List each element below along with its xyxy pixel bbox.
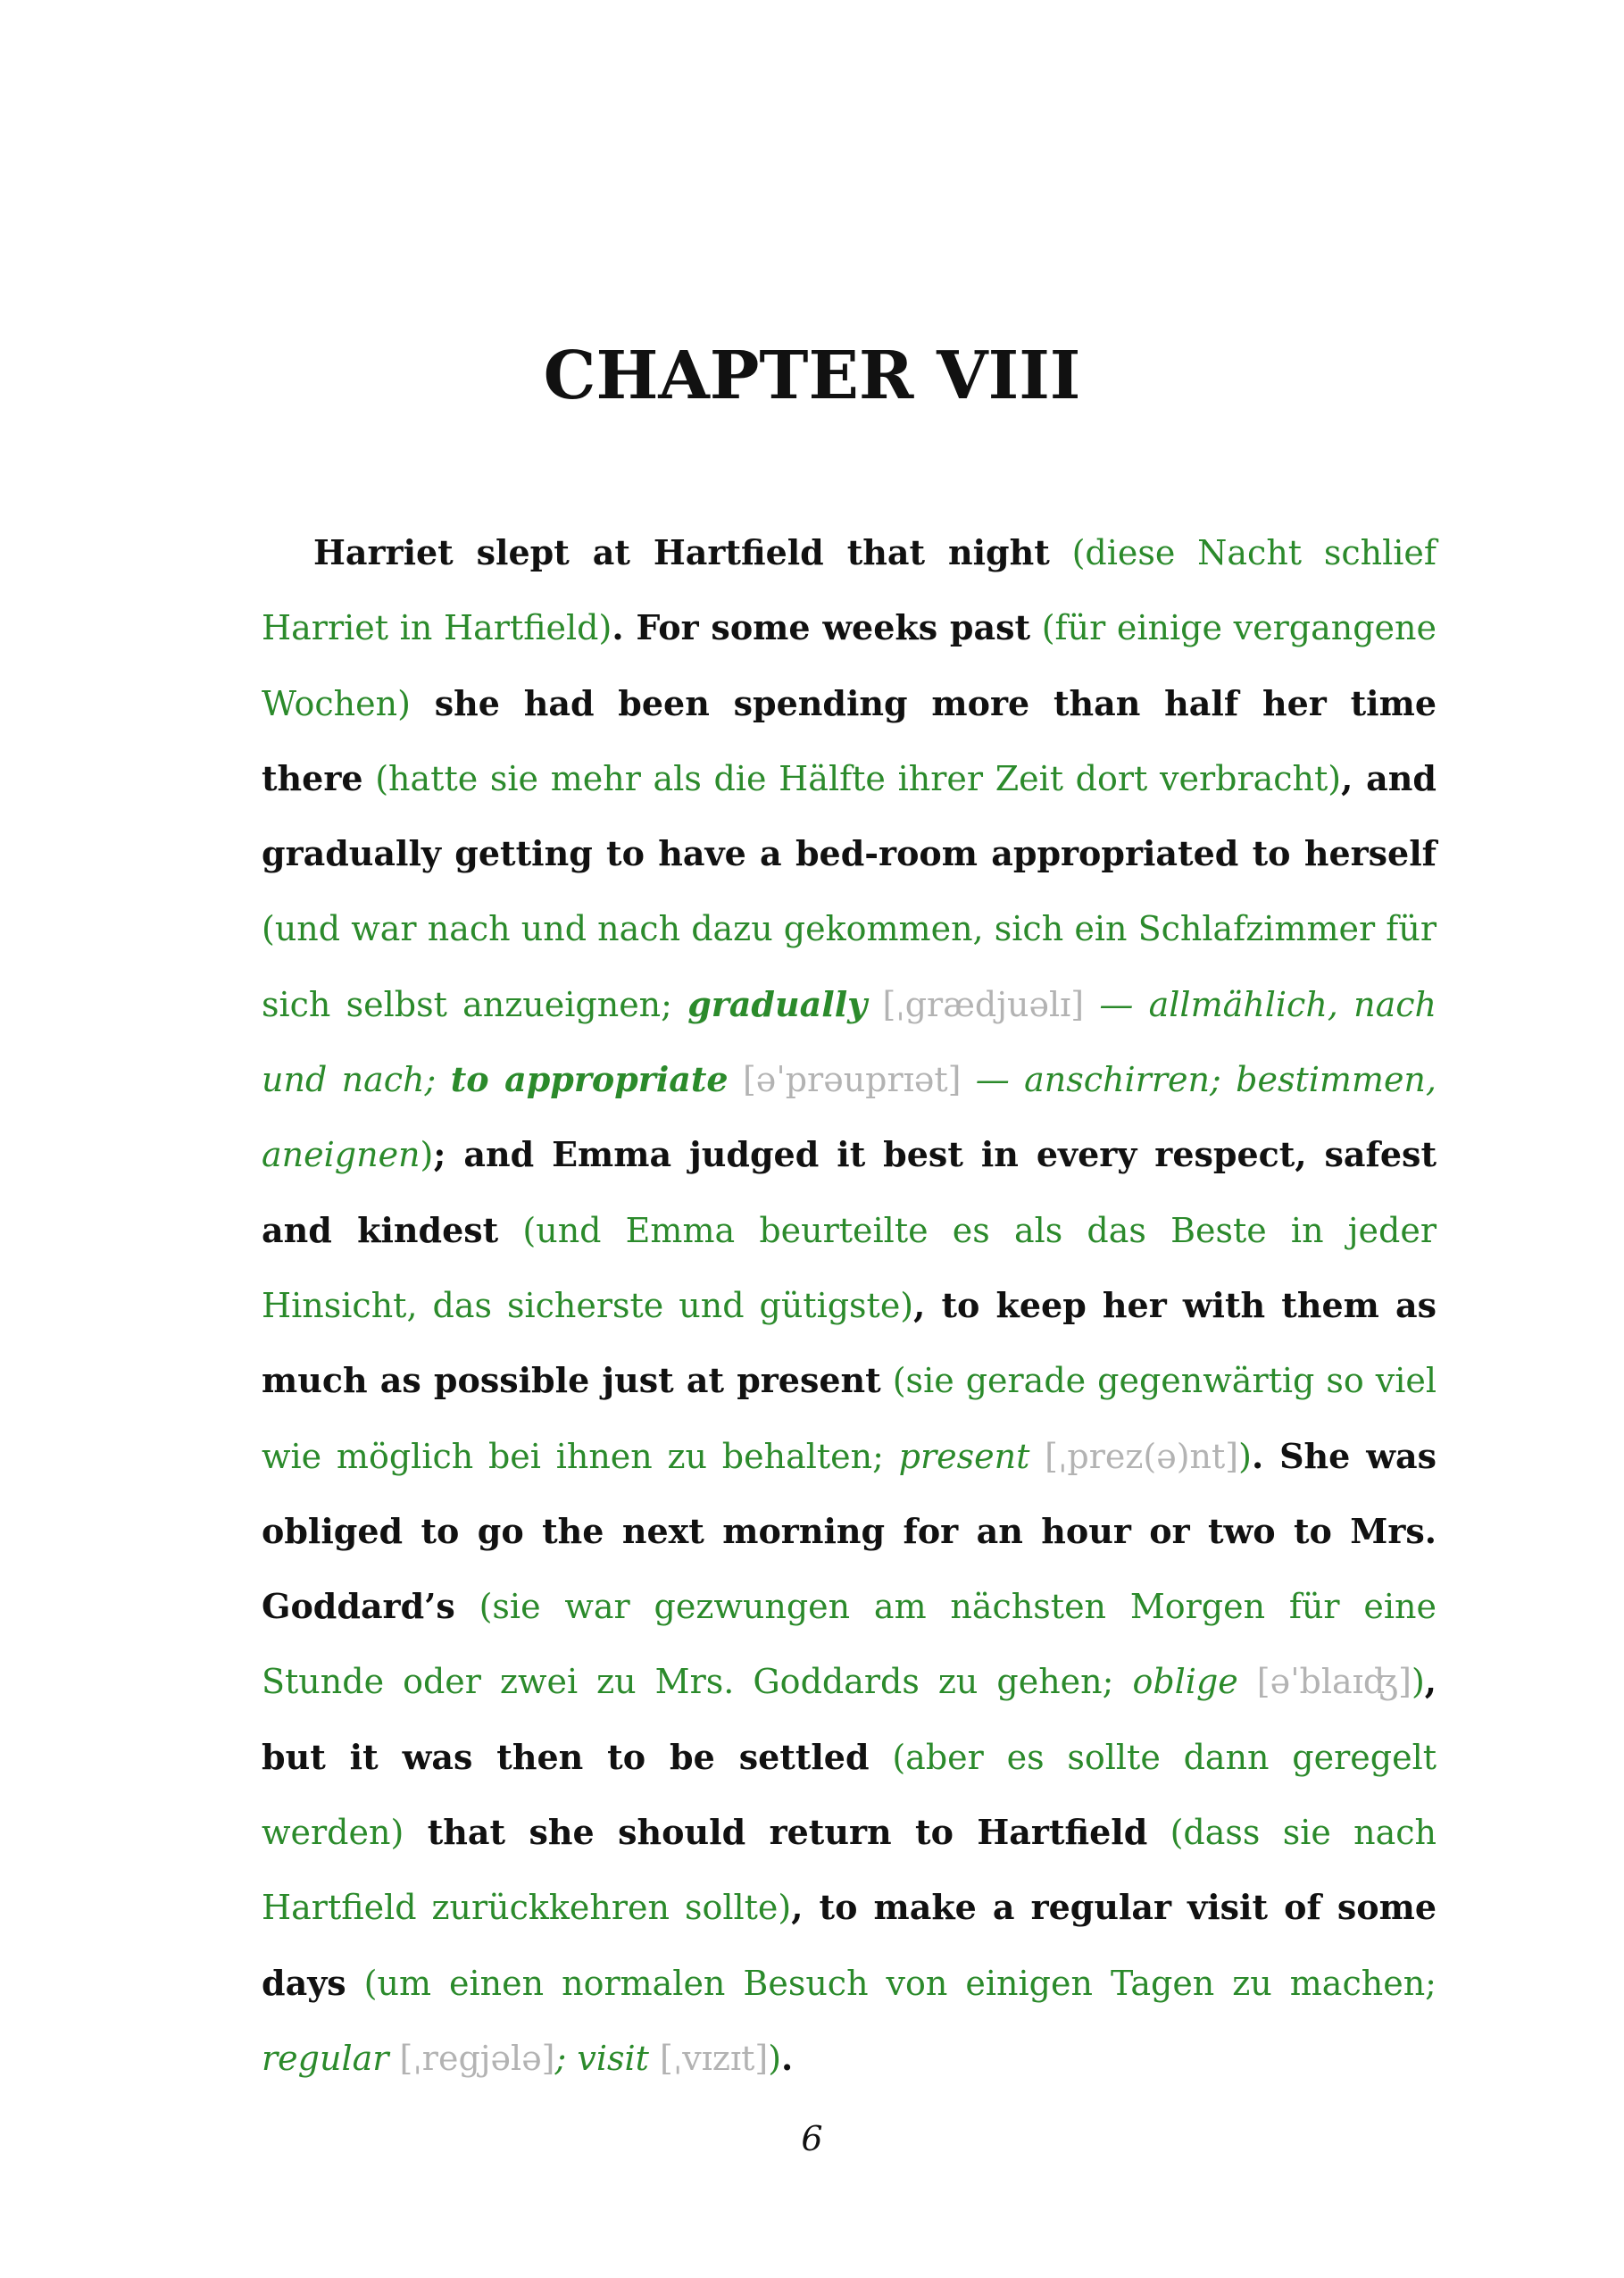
german-translation: ) [1238, 1436, 1252, 1476]
ipa-transcription: [ˌprez(ə)nt] [1029, 1436, 1239, 1476]
english-text: ; and Emma judged it best in every respect, safest and kindest [262, 1134, 1437, 1250]
german-translation: (für einige vergangene Wochen) [262, 608, 1437, 723]
chapter-paragraph [262, 515, 1437, 2096]
english-text: Harriet slept at Hartfield that night [313, 532, 1050, 572]
english-text: , but it was then to be settled [262, 1661, 1437, 1777]
english-text: . She was obliged to go the next morning for an hour or two to Mrs. Goddard’s [262, 1435, 1437, 1627]
german-translation: (sie gerade gegenwärtig so viel wie möglich bei ihnen zu behalten; [262, 1361, 1437, 1476]
german-translation: ) [1411, 1662, 1425, 1702]
vocab-word: present [898, 1436, 1030, 1476]
english-text: that she should return to Hartfield [404, 1812, 1148, 1853]
english-text: she had been spending more than half her time there [262, 682, 1437, 798]
german-translation: ) [420, 1135, 434, 1175]
vocab-gloss: — anschirren; bestimmen, aneignen [262, 1060, 1437, 1175]
german-translation: (dass sie nach Hartfield zurückkehren sollte) [262, 1813, 1437, 1928]
vocab-word: to appropriate [450, 1059, 729, 1100]
ipa-transcription: [ˌregjələ] [388, 2038, 555, 2078]
english-text: . For some weeks past [612, 607, 1031, 648]
english-text: . [781, 2037, 794, 2078]
german-translation: ) [768, 2038, 782, 2078]
german-translation: (hatte sie mehr als die Hälfte ihrer Zeit dort verbracht) [362, 758, 1342, 798]
ipa-transcription: [ˌgrædjuəlɪ] [867, 984, 1085, 1024]
english-text: , to keep her with them as much as possible just at present [262, 1284, 1437, 1401]
german-translation: (aber es sollte dann geregelt werden) [262, 1737, 1437, 1853]
page-number: 6 [801, 2119, 823, 2158]
ipa-transcription: [ˌvɪzɪt] [648, 2038, 769, 2078]
vocab-gloss: — allmählich, nach und nach; [262, 984, 1437, 1100]
ipa-transcription: [əˈblaɪʤ] [1237, 1662, 1412, 1702]
german-translation: (um einen normalen Besuch von einigen Tagen zu machen; [346, 1963, 1437, 2003]
vocab-separator: ; [554, 2038, 578, 2078]
vocab-word: regular [262, 2038, 389, 2078]
ipa-transcription: [əˈprəuprɪət] [728, 1060, 962, 1100]
english-text: , to make a regular visit of some days [262, 1887, 1437, 2003]
vocab-word: gradually [687, 983, 868, 1024]
german-translation: (sie war gezwungen am nächsten Morgen für eine Stunde oder zwei zu Mrs. Goddards zu gehen; [262, 1587, 1437, 1702]
vocab-word: oblige [1132, 1662, 1238, 1702]
german-translation: (und Emma beurteilte es als das Beste in jeder Hinsicht, das sicherste und gütigste) [262, 1210, 1437, 1325]
german-translation: (diese Nacht schlief Harriet in Hartfield) [262, 533, 1437, 648]
vocab-word: visit [577, 2038, 649, 2078]
german-translation: (und war nach und nach dazu gekommen, sich ein Schlafzimmer für sich selbst anzueignen; [262, 909, 1437, 1024]
chapter-title: CHAPTER VIII [543, 338, 1081, 414]
english-text: , and gradually getting to have a bed-room appropriated to herself [262, 757, 1437, 874]
